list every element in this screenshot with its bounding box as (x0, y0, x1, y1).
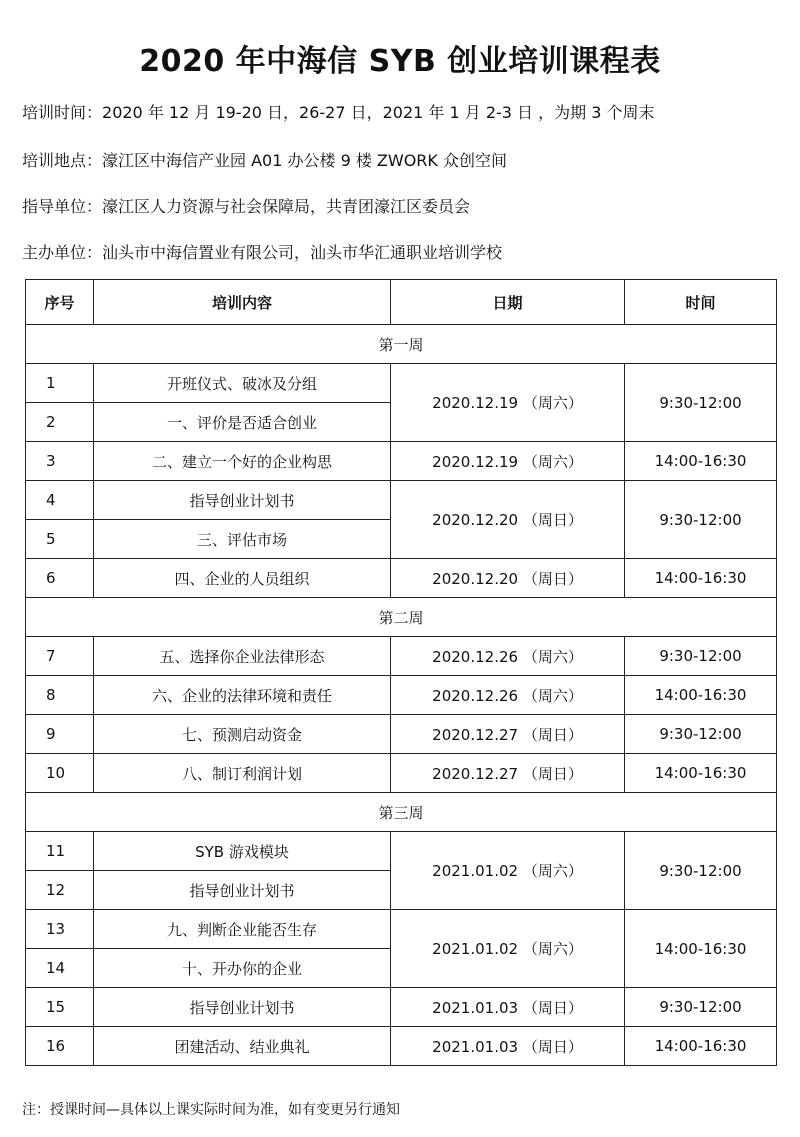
slot-time: 14:00-16:30 (625, 559, 777, 598)
page-title: 2020 年中海信 SYB 创业培训课程表 (139, 44, 661, 79)
slot-time: 9:30-12:00 (625, 715, 777, 754)
header-date: 日期 (391, 280, 625, 325)
slot-date: 2021.01.03 （周日） (391, 1027, 625, 1066)
week-row (26, 598, 777, 637)
table-row (26, 988, 777, 1027)
table-row (26, 1027, 777, 1066)
row-no: 3 (26, 442, 94, 481)
table-row (26, 832, 777, 871)
guiding-unit-label: 指导单位： (22, 197, 103, 216)
week-label: 第二周 (26, 598, 777, 637)
slot-date: 2020.12.26 （周六） (391, 676, 625, 715)
row-no: 11 (26, 832, 94, 871)
row-content: 三、评估市场 (94, 520, 391, 559)
table-row (26, 559, 777, 598)
training-place-line (22, 148, 507, 171)
slot-date: 2020.12.27 （周日） (391, 754, 625, 793)
row-content: 十、开办你的企业 (94, 949, 391, 988)
training-time-label: 培训时间： (22, 103, 103, 122)
training-time-line (22, 100, 655, 123)
row-content: 六、企业的法律环境和责任 (94, 676, 391, 715)
table-row (26, 715, 777, 754)
slot-time: 9:30-12:00 (625, 481, 777, 559)
table-row (26, 676, 777, 715)
slot-time: 9:30-12:00 (625, 637, 777, 676)
table-row (26, 481, 777, 520)
table-row (26, 442, 777, 481)
slot-time: 14:00-16:30 (625, 754, 777, 793)
slot-date: 2020.12.19 （周六） (391, 364, 625, 442)
slot-date: 2021.01.02 （周六） (391, 910, 625, 988)
row-content: 指导创业计划书 (94, 481, 391, 520)
row-content: 开班仪式、破冰及分组 (94, 364, 391, 403)
slot-date: 2020.12.27 （周日） (391, 715, 625, 754)
row-content: 指导创业计划书 (94, 988, 391, 1027)
table-row (26, 637, 777, 676)
row-content: 四、企业的人员组织 (94, 559, 391, 598)
slot-date: 2020.12.19 （周六） (391, 442, 625, 481)
row-content: 八、制订利润计划 (94, 754, 391, 793)
row-no: 1 (26, 364, 94, 403)
row-content: 团建活动、结业典礼 (94, 1027, 391, 1066)
table-header-row (26, 280, 777, 325)
slot-date: 2021.01.02 （周六） (391, 832, 625, 910)
slot-time: 14:00-16:30 (625, 1027, 777, 1066)
week-row (26, 325, 777, 364)
host-unit-label: 主办单位： (22, 243, 103, 262)
header-time: 时间 (625, 280, 777, 325)
week-row (26, 793, 777, 832)
row-content: 七、预测启动资金 (94, 715, 391, 754)
row-no: 2 (26, 403, 94, 442)
row-no: 6 (26, 559, 94, 598)
slot-time: 14:00-16:30 (625, 910, 777, 988)
row-content: 九、判断企业能否生存 (94, 910, 391, 949)
row-no: 4 (26, 481, 94, 520)
week-label: 第一周 (26, 325, 777, 364)
schedule-table (25, 279, 777, 1066)
training-place-label: 培训地点： (22, 151, 103, 170)
row-no: 10 (26, 754, 94, 793)
slot-time: 9:30-12:00 (625, 832, 777, 910)
row-no: 5 (26, 520, 94, 559)
row-content: 五、选择你企业法律形态 (94, 637, 391, 676)
host-unit-value: 汕头市中海信置业有限公司，汕头市华汇通职业培训学校 (102, 243, 503, 262)
training-place-value: 濠江区中海信产业园 A01 办公楼 9 楼 ZWORK 众创空间 (102, 151, 508, 170)
guiding-unit-line (22, 194, 470, 217)
guiding-unit-value: 濠江区人力资源与社会保障局，共青团濠江区委员会 (102, 197, 471, 216)
row-content: 二、建立一个好的企业构思 (94, 442, 391, 481)
table-row (26, 754, 777, 793)
row-no: 15 (26, 988, 94, 1027)
slot-date: 2020.12.20 （周日） (391, 481, 625, 559)
slot-date: 2020.12.20 （周日） (391, 559, 625, 598)
row-no: 8 (26, 676, 94, 715)
header-no: 序号 (26, 280, 94, 325)
row-no: 7 (26, 637, 94, 676)
slot-time: 9:30-12:00 (625, 364, 777, 442)
row-no: 13 (26, 910, 94, 949)
row-no: 9 (26, 715, 94, 754)
host-unit-line (22, 240, 502, 263)
row-no: 12 (26, 871, 94, 910)
row-content: 一、评价是否适合创业 (94, 403, 391, 442)
slot-time: 9:30-12:00 (625, 988, 777, 1027)
row-content: SYB 游戏模块 (94, 832, 391, 871)
row-no: 16 (26, 1027, 94, 1066)
row-no: 14 (26, 949, 94, 988)
table-row (26, 910, 777, 949)
header-content: 培训内容 (94, 280, 391, 325)
slot-date: 2021.01.03 （周日） (391, 988, 625, 1027)
slot-date: 2020.12.26 （周六） (391, 637, 625, 676)
slot-time: 14:00-16:30 (625, 676, 777, 715)
row-content: 指导创业计划书 (94, 871, 391, 910)
training-time-value: 2020 年 12 月 19-20 日，26-27 日，2021 年 1 月 2-3 日 ，为期 3 个周末 (102, 103, 655, 122)
table-row (26, 364, 777, 403)
footnote: 注：授课时间—具体以上课实际时间为准，如有变更另行通知 (22, 1102, 400, 1118)
slot-time: 14:00-16:30 (625, 442, 777, 481)
week-label: 第三周 (26, 793, 777, 832)
